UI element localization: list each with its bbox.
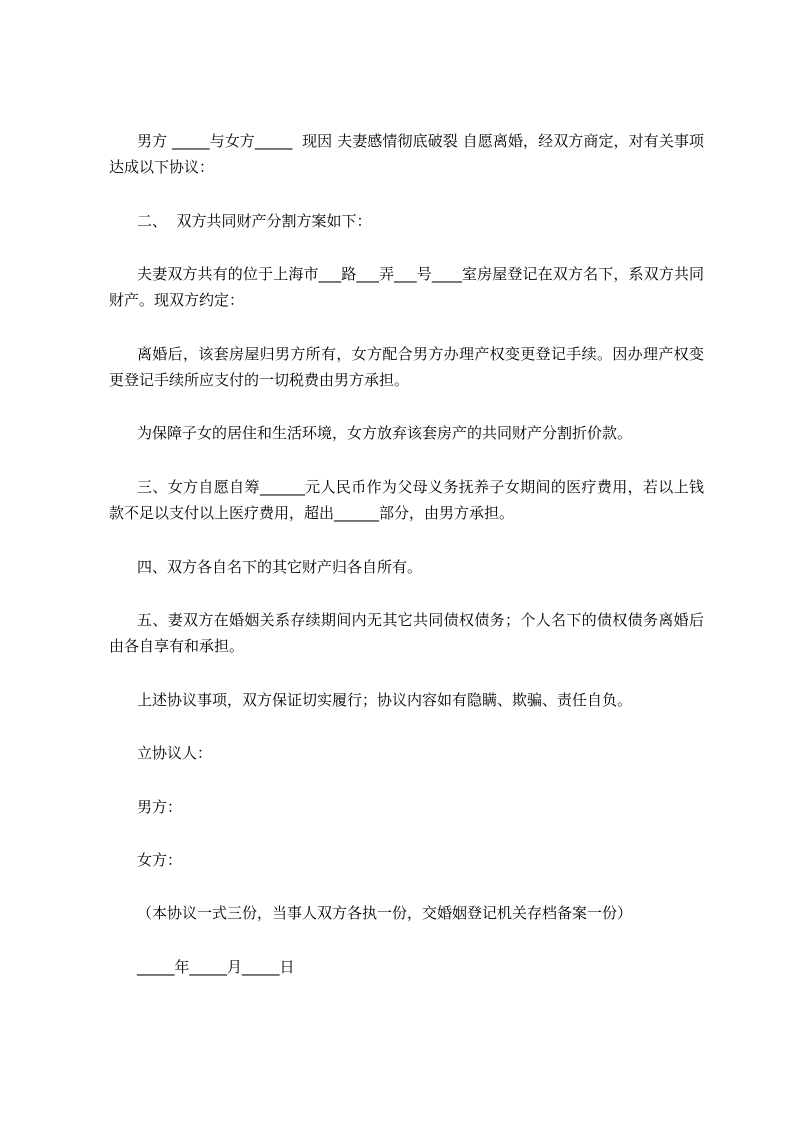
paragraph-children-residence: 为保障子女的居住和生活环境，女方放弃该套房产的共同财产分割折价款。 [137, 424, 633, 442]
paragraph-house-after-divorce: 离婚后，该套房屋归男方所有，女方配合男方办理产权变更登记手续。因办理产权变更登记手续所应支付的一切税费由男方承担。 [109, 345, 704, 389]
paragraph-preamble: 男方 _____与女方_____ 现因 夫妻感情彻底破裂 自愿离婚，经双方商定，对有关事项达成以下协议： [109, 132, 704, 176]
paragraph-date-line: _____年_____月_____日 [137, 958, 295, 976]
paragraph-section-four-property: 四、双方各自名下的其它财产归各自所有。 [137, 558, 423, 576]
paragraph-section-two-heading: 二、 双方共同财产分割方案如下： [137, 212, 372, 230]
paragraph-copies-note: （本协议一式三份，当事人双方各执一份，交婚姻登记机关存档备案一份） [137, 904, 633, 922]
paragraph-shared-property: 夫妻双方共有的位于上海市___路___弄___号____室房屋登记在双方名下，系双方共同财产。现双方约定： [109, 265, 704, 309]
paragraph-wife-signature: 女方： [137, 851, 183, 869]
paragraph-section-five-debts: 五、妻双方在婚姻关系存续期间内无其它共同债权债务；个人名下的债权债务离婚后由各自享有和承担。 [109, 611, 704, 655]
paragraph-signatories-label: 立协议人： [137, 744, 213, 762]
paragraph-guarantee: 上述协议事项，双方保证切实履行；协议内容如有隐瞒、欺骗、责任自负。 [137, 691, 633, 709]
paragraph-section-three-medical: 三、女方自愿自筹______元人民币作为父母义务抚养子女期间的医疗费用，若以上钱款不足以支付以上医疗费用，超出______部分，由男方承担。 [109, 478, 704, 522]
paragraph-husband-signature: 男方： [137, 798, 183, 816]
